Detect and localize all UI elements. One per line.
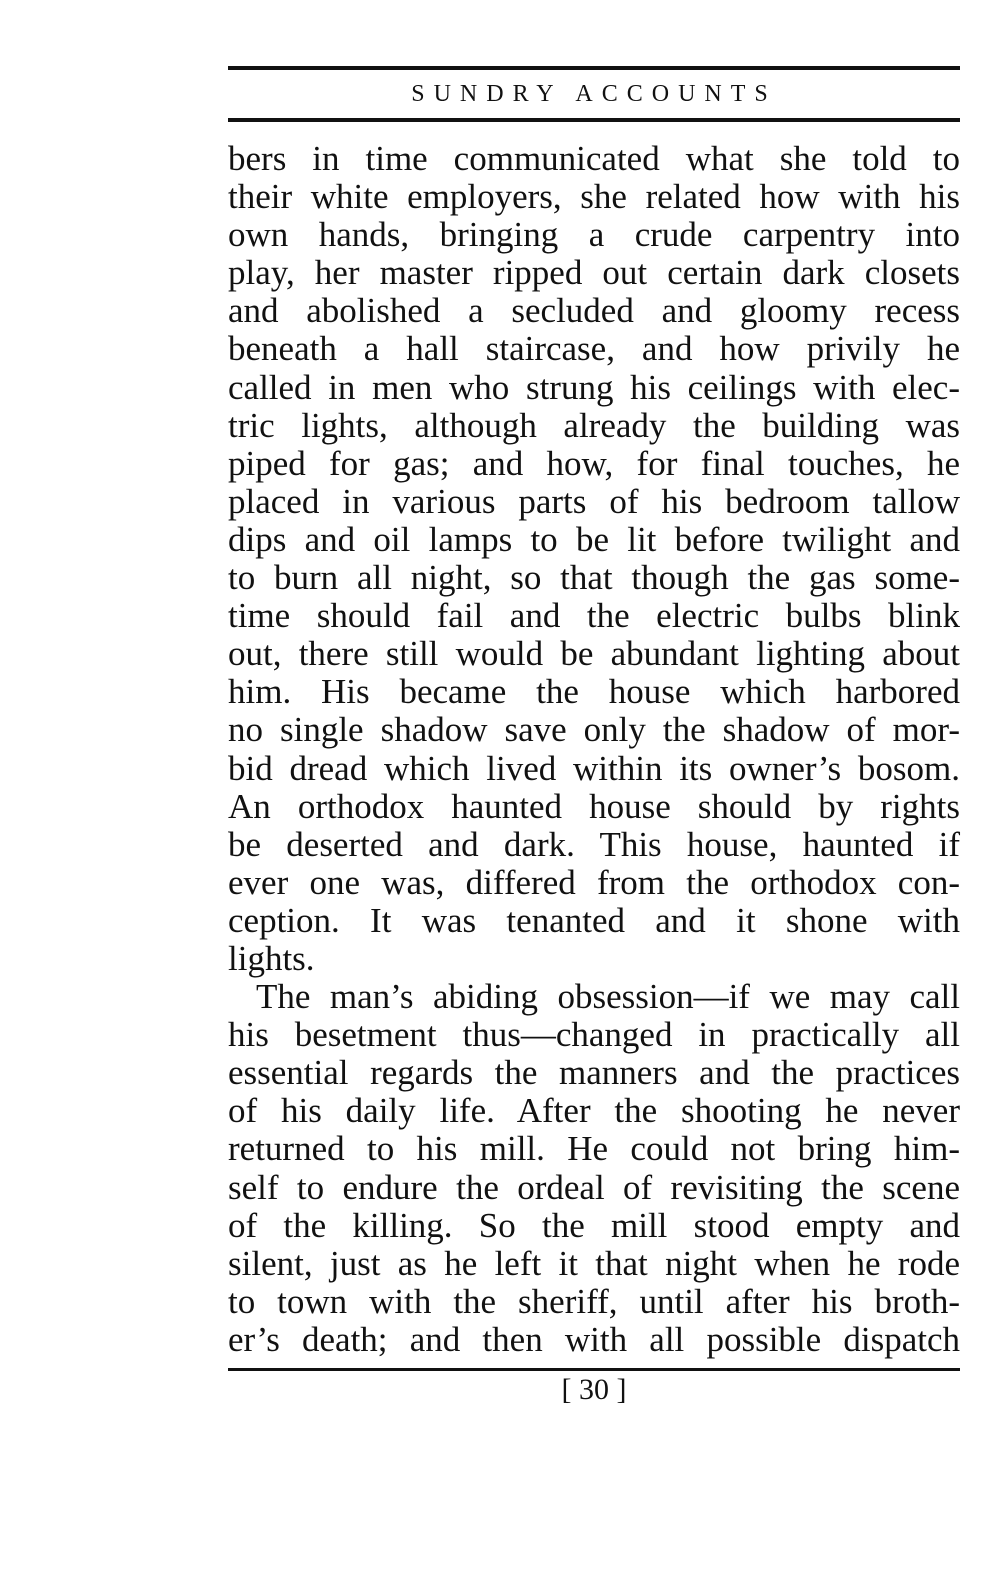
running-head: SUNDRY ACCOUNTS <box>411 81 777 107</box>
page-number: [ 30 ] <box>561 1373 627 1406</box>
header-top-rule <box>228 66 960 70</box>
text-line: of the killing. So the mill stood empty and <box>228 1205 960 1245</box>
text-line: be deserted and dark. This house, haunted if <box>228 824 960 864</box>
text-line: essential regards the manners and the practices <box>228 1053 960 1093</box>
text-line: to town with the sheriff, until after his broth- <box>228 1281 960 1321</box>
text-line: tric lights, although already the building was <box>228 405 960 445</box>
text-line: him. His became the house which harbored <box>228 672 960 712</box>
text-line: returned to his mill. He could not bring him- <box>228 1129 960 1169</box>
text-line: er’s death; and then with all possible dispatch <box>228 1319 960 1359</box>
body-text <box>228 140 960 1359</box>
text-line: called in men who strung his ceilings with elec- <box>228 367 960 407</box>
text-line: beneath a hall staircase, and how privily he <box>228 329 960 369</box>
text-line: silent, just as he left it that night when he rode <box>228 1243 960 1283</box>
text-line: of his daily life. After the shooting he never <box>228 1091 960 1131</box>
text-line: ever one was, differed from the orthodox con- <box>228 862 960 902</box>
text-line: his besetment thus—changed in practically all <box>228 1015 960 1055</box>
text-line: own hands, bringing a crude carpentry into <box>228 215 960 255</box>
text-line: play, her master ripped out certain dark closets <box>228 253 960 293</box>
text-line: bid dread which lived within its owner’s bosom. <box>228 748 960 788</box>
footer-rule <box>228 1368 960 1371</box>
text-line: ception. It was tenanted and it shone with <box>228 900 960 940</box>
text-line: out, there still would be abundant lighting about <box>228 634 960 674</box>
text-line: dips and oil lamps to be lit before twilight and <box>228 519 960 559</box>
text-line: piped for gas; and how, for final touches, he <box>228 443 960 483</box>
text-line: self to endure the ordeal of revisiting the scene <box>228 1167 960 1207</box>
text-line: lights. <box>228 938 315 978</box>
text-line: to burn all night, so that though the gas some- <box>228 558 960 598</box>
header-bottom-rule <box>228 118 960 122</box>
text-line: time should fail and the electric bulbs blink <box>228 596 960 636</box>
text-line: and abolished a secluded and gloomy recess <box>228 291 960 331</box>
text-line: placed in various parts of his bedroom tallow <box>228 481 960 521</box>
text-line: An orthodox haunted house should by rights <box>228 786 960 826</box>
text-line: The man’s abiding obsession—if we may call <box>256 977 960 1017</box>
text-line: their white employers, she related how with his <box>228 177 960 217</box>
text-line: no single shadow save only the shadow of mor- <box>228 710 960 750</box>
text-line: bers in time communicated what she told to <box>228 139 960 178</box>
